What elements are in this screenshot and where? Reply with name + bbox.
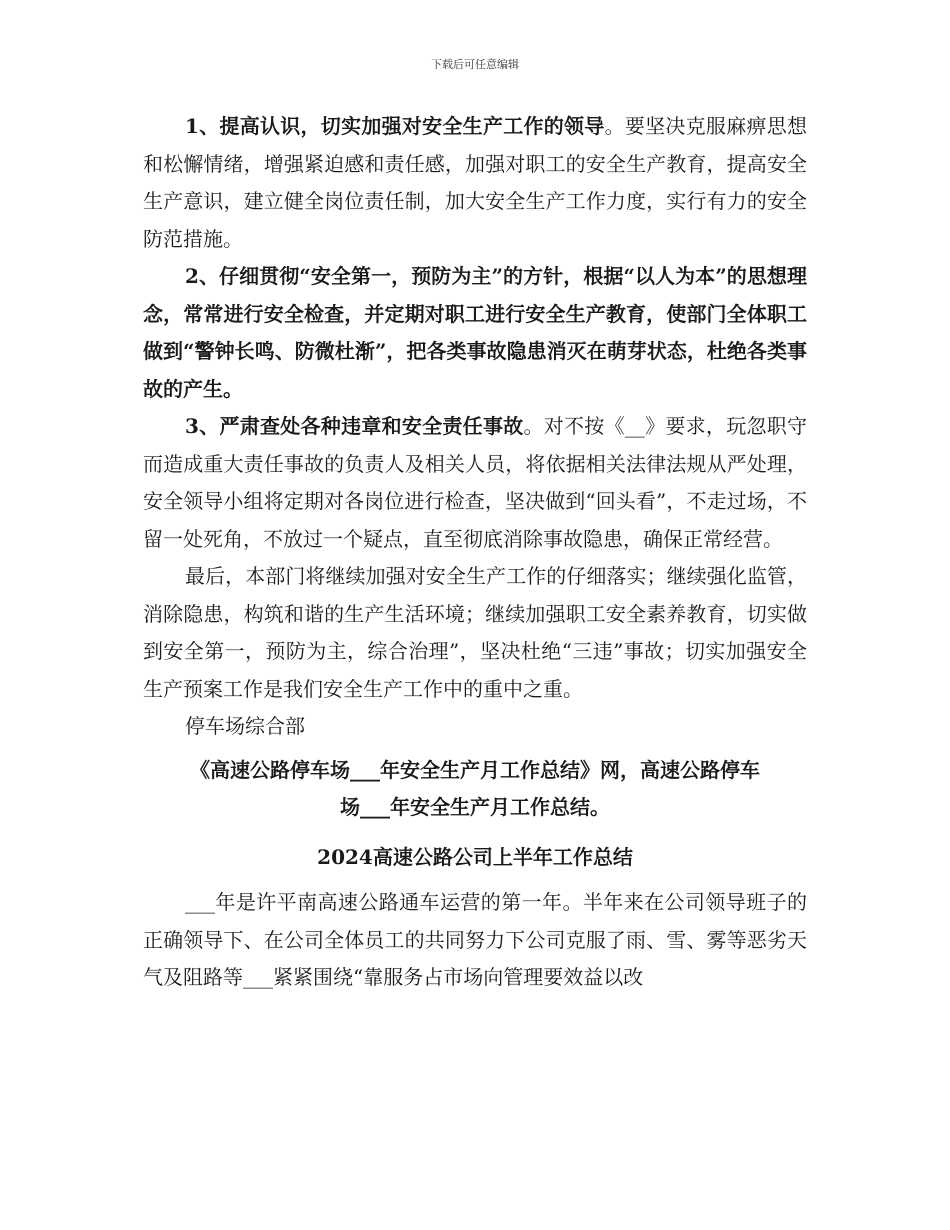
- paragraph-3: [143, 408, 807, 558]
- page-header: 下载后可任意编辑: [431, 58, 519, 71]
- paragraph-5: ___年是许平南高速公路通车运营的第一年。半年来在公司领导班子的正确领导下、在公司全体员工的共同努力下公司克服了雨、雪、雾等恶劣天气及阻路等___紧紧围绕“靠服务占市场向管理要效益以改: [143, 890, 807, 989]
- signature: 停车场综合部: [185, 714, 305, 738]
- document-body: [143, 108, 807, 997]
- paragraph-4: 最后，本部门将继续加强对安全生产工作的仔细落实；继续强化监管，消除隐患，构筑和谐的生产生活环境；继续加强职工安全素养教育，切实做到安全第一，预防为主，综合治理”，坚决杜绝“三违”事故；切实加强安全生产预案工作是我们安全生产工作中的重中之重。: [143, 564, 807, 701]
- article-title: [143, 752, 807, 827]
- paragraph-1: [143, 108, 807, 258]
- paragraph-2: 2、仔细贯彻“安全第一，预防为主”的方针，根据“以人为本”的思想理念，常常进行安全检查，并定期对职工进行安全生产教育，使部门全体职工做到“警钟长鸣、防微杜渐”，把各类事故隐患消灭在萌芽状态，杜绝各类事故的产生。: [143, 264, 807, 401]
- paragraph-3-heading: 3、严肃查处各种违章和安全责任事故: [185, 414, 524, 438]
- section-title: 2024高速公路公司上半年工作总结: [317, 844, 633, 869]
- paragraph-3-text: 。对不按《__》要求，玩忽职守而造成重大责任事故的负责人及相关人员，将依据相关法律法规从严处理，安全领导小组将定期对各岗位进行检查，坚决做到“回头看”，不走过场，不留一处死角，不放过一个疑点，直至彻底消除事故隐患，确保正常经营。: [143, 414, 808, 551]
- article-title-line-1: 《高速公路停车场___年安全生产月工作总结》网，高速公路停车: [190, 757, 760, 782]
- paragraph-1-text: 。要坚决克服麻痹思想和松懈情绪，增强紧迫感和责任感，加强对职工的安全生产教育，提高安全生产意识，建立健全岗位责任制，加大安全生产工作力度，实行有力的安全防范措施。: [143, 114, 808, 251]
- article-title-line-2: 场___年安全生产月工作总结。: [340, 795, 610, 819]
- paragraph-1-heading: 1、提高认识，切实加强对安全生产工作的领导: [185, 114, 605, 138]
